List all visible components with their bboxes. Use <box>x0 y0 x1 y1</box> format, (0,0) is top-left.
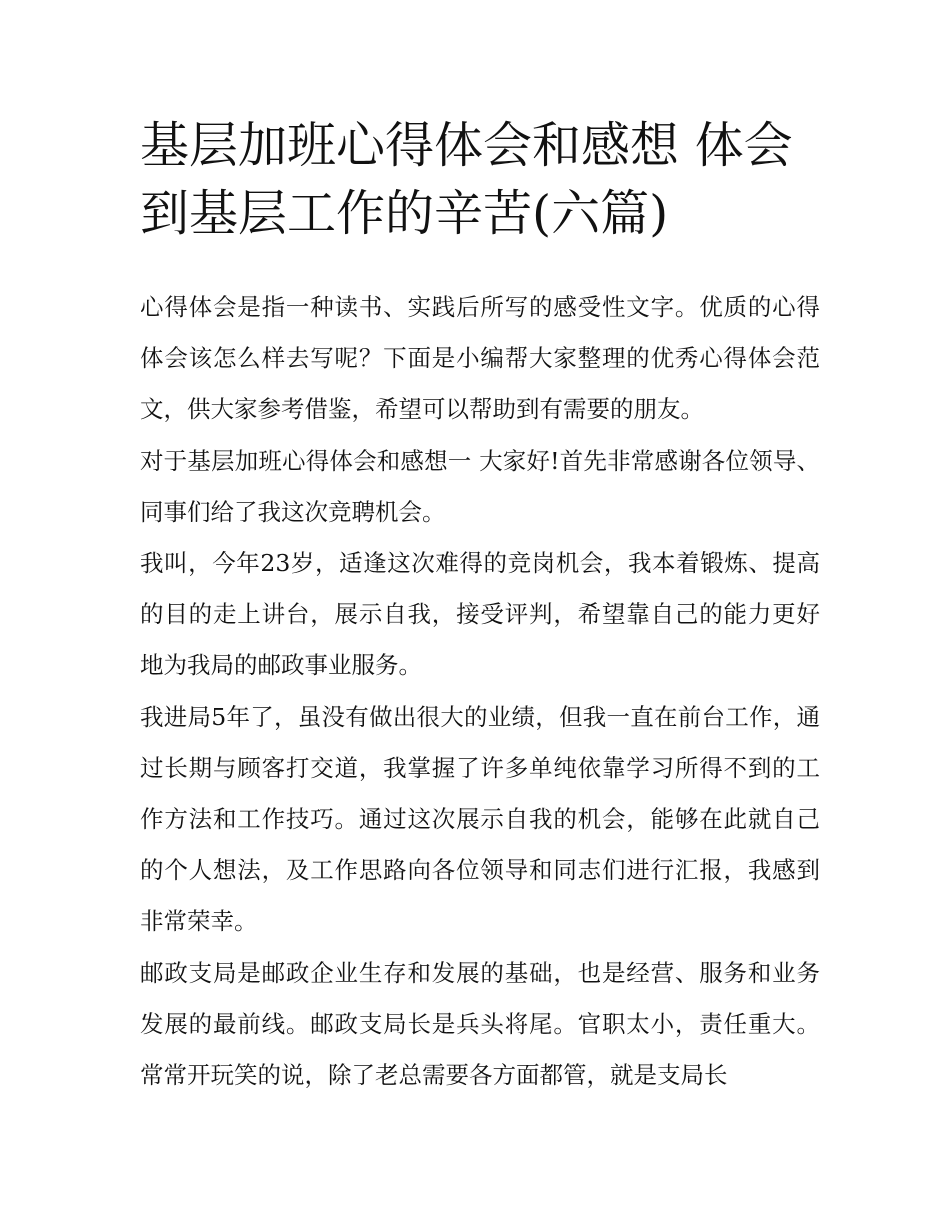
document-body <box>140 282 820 1101</box>
paragraph-intro: 心得体会是指一种读书、实践后所写的感受性文字。优质的心得体会该怎么样去写呢？下面是小编帮大家整理的优秀心得体会范文，供大家参考借鉴，希望可以帮助到有需要的朋友。 <box>140 293 820 424</box>
paragraph-branch-office: 邮政支局是邮政企业生存和发展的基础，也是经营、服务和业务发展的最前线。邮政支局长是兵头将尾。官职太小，责任重大。常常开玩笑的说，除了老总需要各方面都管，就是支局长 <box>140 958 820 1090</box>
document-title: 基层加班心得体会和感想 体会到基层工作的辛苦(六篇) <box>140 117 793 242</box>
paragraph-greeting: 对于基层加班心得体会和感想一 大家好!首先非常感谢各位领导、同事们给了我这次竞聘机会。 <box>140 446 820 526</box>
paragraph-self-intro: 我叫，今年23岁，适逢这次难得的竞岗机会，我本着锻炼、提高的目的走上讲台，展示自我，接受评判，希望靠自己的能力更好地为我局的邮政事业服务。 <box>140 549 820 680</box>
paragraph-experience: 我进局5年了，虽没有做出很大的业绩，但我一直在前台工作，通过长期与顾客打交道，我掌握了许多单纯依靠学习所得不到的工作方法和工作技巧。通过这次展示自我的机会，能够在此就自己的个人想法，及工作思路向各位领导和同志们进行汇报，我感到非常荣幸。 <box>140 702 820 936</box>
